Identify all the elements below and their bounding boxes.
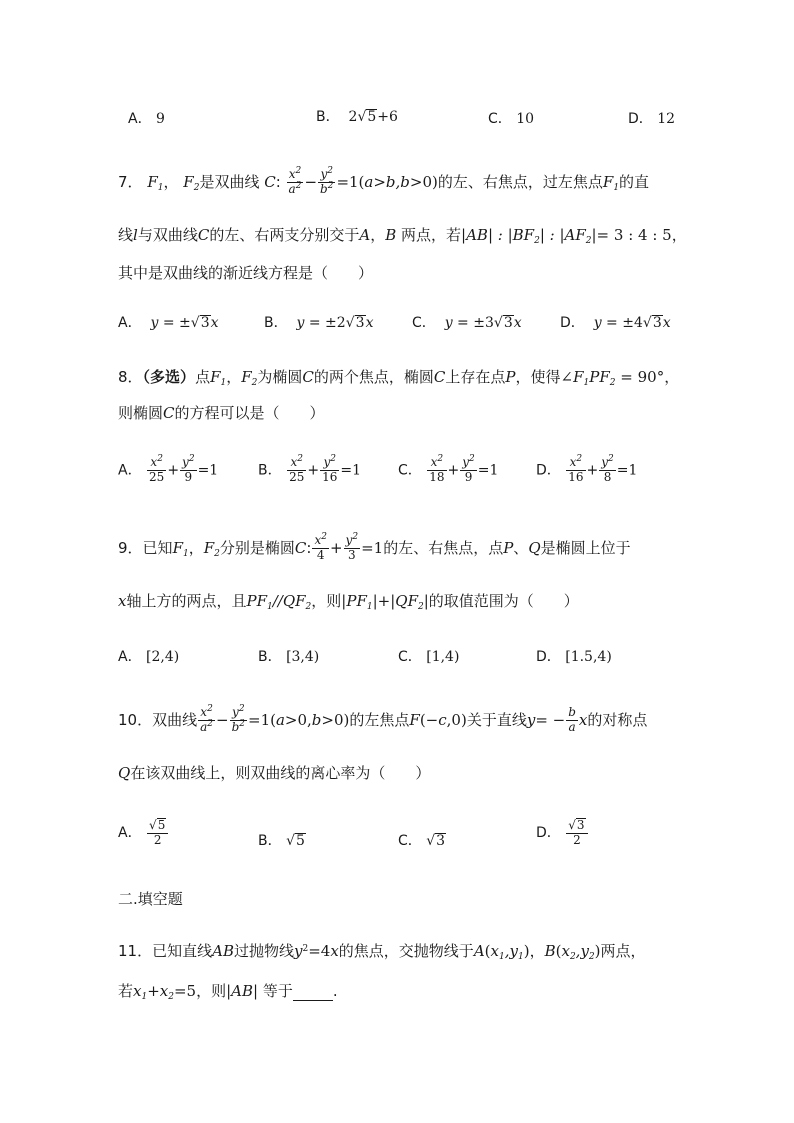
q8-option-c: C． $\frac{x^2}{18}$ + $\frac{y^2}{9}$ =1: [398, 454, 499, 484]
q10-line1: 10．双曲线 $\frac{x^2}{a^2}$ − $\frac{y^2}{b^2}$ =1(a>0,b>0)的左焦点F(−c,0)关于直线y= − $\frac{b}{a}$ x的对称点: [118, 704, 648, 734]
q6-option-a: A． 9: [128, 111, 165, 127]
q8-option-b: B． $\frac{x^2}{25}$ + $\frac{y^2}{16}$ =1: [258, 454, 361, 484]
q7-line3: 其中是双曲线的渐近线方程是（ ）: [118, 264, 374, 282]
q7-line1: 7． $F_1$， $F_2$是双曲线 C: $\frac{x^2}{a^2}$ − $\frac{y^2}{b^2}$ =1(a>b,b>0)的左、右焦点，过左焦点$F_1$的直: [118, 166, 650, 196]
section-title: 二.填空题: [118, 890, 183, 908]
q7-option-c: C． y = ±3√3x: [412, 315, 522, 331]
q7-option-a: A． y = ±√3x: [118, 315, 219, 331]
q10-option-a: A． $\frac{√5}{2}$: [118, 818, 169, 848]
q8-line2: 则椭圆C的方程可以是（ ）: [118, 404, 325, 422]
q11-line1: 11．已知直线AB过抛物线$y^2=4x$的焦点，交抛物线于$A(x_1,y_1)$，$B(x_2,y_2)$两点，: [118, 942, 646, 962]
q11-line2: 若$x_1+x_2=5$，则|AB| 等于 .: [118, 982, 338, 1002]
q9-line1: 9．已知$F_1$，$F_2$分别是椭圆C: $\frac{x^2}{4}$ + $\frac{y^2}{3}$ =1的左、右焦点，点P、Q是椭圆上位于: [118, 532, 631, 562]
q6-option-b: B． 2√5+6: [316, 109, 398, 125]
q10-option-b: B． √5: [258, 833, 305, 849]
q8-line1: 8．（多选）点$F_1$，$F_2$为椭圆C的两个焦点，椭圆C上存在点P，使得$\angle F_1PF_2 = 90^\circ$，: [118, 368, 680, 388]
q9-option-d: D． [1.5,4): [536, 649, 612, 665]
q10-option-c: C． √3: [398, 833, 446, 849]
q8-option-a: A． $\frac{x^2}{25}$ + $\frac{y^2}{9}$ =1: [118, 454, 219, 484]
q9-option-b: B． [3,4): [258, 649, 320, 665]
q7-line2: 线l与双曲线C的左、右两支分别交于A，B 两点，若|AB| : $|BF_2|$ : $|AF_2|= 3$ : 4 : 5，: [118, 226, 687, 246]
answer-blank[interactable]: [293, 985, 333, 1001]
q9-line2: x轴上方的两点，且$PF_1//QF_2$，则$|PF_1|+|QF_2|$的取值范围为（ ）: [118, 592, 579, 612]
q6-option-c: C． 10: [488, 111, 535, 127]
q10-option-d: D． $\frac{√3}{2}$: [536, 818, 589, 848]
q8-option-d: D． $\frac{x^2}{16}$ + $\frac{y^2}{8}$ =1: [536, 454, 638, 484]
q6-option-d: D． 12: [628, 111, 676, 127]
q9-option-a: A． [2,4): [118, 649, 180, 665]
q7-option-b: B． y = ±2√3x: [264, 315, 374, 331]
q10-line2: Q在该双曲线上，则双曲线的离心率为（ ）: [118, 764, 431, 782]
q7-option-d: D． y = ±4√3x: [560, 315, 671, 331]
q9-option-c: C． [1,4): [398, 649, 460, 665]
